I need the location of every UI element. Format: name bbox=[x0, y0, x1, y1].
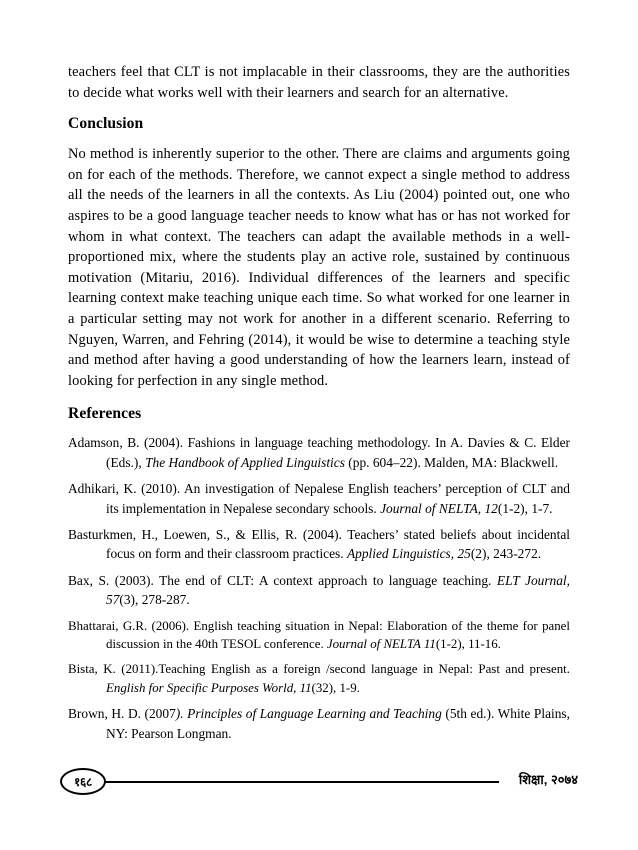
reference-text: (3), 278-287. bbox=[119, 592, 190, 608]
reference-title-italic: Journal of NELTA, 12 bbox=[380, 500, 498, 516]
reference-text: Bhattarai, G.R. (2006). English teaching situation in Nepal: Elaboration of the theme for panel discussion in the 40th TESOL conference. bbox=[68, 618, 570, 651]
reference-text: (5th ed.). White Plains, NY: Pearson Longman. bbox=[106, 706, 570, 741]
reference-text: Adhikari, K. (2010). An investigation of Nepalese English teachers’ perception of CLT and its implementation in Nepalese secondary schools. bbox=[68, 481, 570, 516]
reference-text: Bista, K. (2011).Teaching English as a foreign /second language in Nepal: Past and present. bbox=[68, 662, 570, 677]
reference-text: (1-2), 1-7. bbox=[497, 500, 553, 516]
reference-title-italic: Applied Linguistics, 25 bbox=[346, 546, 471, 562]
page-content bbox=[68, 62, 570, 743]
reference-text: (32), 1-9. bbox=[311, 680, 360, 695]
reference-entry bbox=[68, 525, 570, 564]
reference-entry bbox=[68, 704, 570, 743]
reference-entry bbox=[68, 433, 570, 472]
reference-text: (2), 243-272. bbox=[470, 546, 542, 562]
journal-footer-label: शिक्षा, २०७४ bbox=[518, 772, 578, 787]
reference-text: Bax, S. (2003). The end of CLT: A context approach to language teaching. bbox=[68, 572, 497, 588]
page-number-badge bbox=[60, 768, 106, 795]
conclusion-heading: Conclusion bbox=[68, 115, 144, 133]
page-footer bbox=[60, 766, 578, 800]
continued-paragraph: teachers feel that CLT is not implacable in their classrooms, they are the authorities to decide what works well with their learners and search for an alternative. bbox=[68, 64, 570, 101]
reference-text: (1-2), 11-16. bbox=[435, 636, 501, 651]
reference-text: Brown, H. D. (2007 bbox=[68, 706, 176, 722]
reference-entry bbox=[68, 617, 570, 654]
reference-title-italic: The Handbook of Applied Linguistics bbox=[145, 454, 345, 470]
reference-title-italic: ELT Journal, 57 bbox=[106, 572, 570, 608]
reference-title-italic: ). Principles of Language Learning and Teaching bbox=[175, 706, 442, 722]
reference-title-italic: English for Specific Purposes World, 11 bbox=[106, 680, 312, 695]
reference-entry bbox=[68, 571, 570, 610]
references-heading: References bbox=[68, 405, 142, 423]
references-list bbox=[68, 433, 570, 743]
page-number-text: १६८ bbox=[73, 774, 92, 789]
conclusion-paragraph: No method is inherently superior to the other. There are claims and arguments going on for each of the methods. Therefore, we cannot expect a single method to address all the needs of the learners in all the contexts. As Liu (2004) pointed out, one who aspires to be a good language teacher needs to know what has or has not worked for whom in what context. The teachers can adapt the available methods in a well-proportioned mix, where the students play an active role, sustained by continuous motivation (Mitariu, 2016). Individual differences of the learners and specific learning context make teaching unique each time. So what worked for one learner in a particular setting may not work for another in a different scenario. Referring to Nguyen, Warren, and Fehring (2014), it would be wise to determine a teaching style and method after having a good understanding of how the learners learn, instead of looking for perfection in any single method. bbox=[68, 146, 570, 389]
reference-text: Adamson, B. (2004). Fashions in language teaching methodology. In A. Davies & C. Elder (Eds.), bbox=[68, 435, 570, 470]
reference-entry bbox=[68, 660, 570, 697]
reference-text: Basturkmen, H., Loewen, S., & Ellis, R. (2004). Teachers’ stated beliefs about incidental focus on form and their classroom practices. bbox=[68, 526, 570, 562]
reference-title-italic: Journal of NELTA 11 bbox=[326, 636, 436, 651]
reference-text: (pp. 604–22). Malden, MA: Blackwell. bbox=[344, 454, 559, 470]
footer-divider bbox=[104, 781, 499, 783]
reference-entry bbox=[68, 479, 570, 518]
